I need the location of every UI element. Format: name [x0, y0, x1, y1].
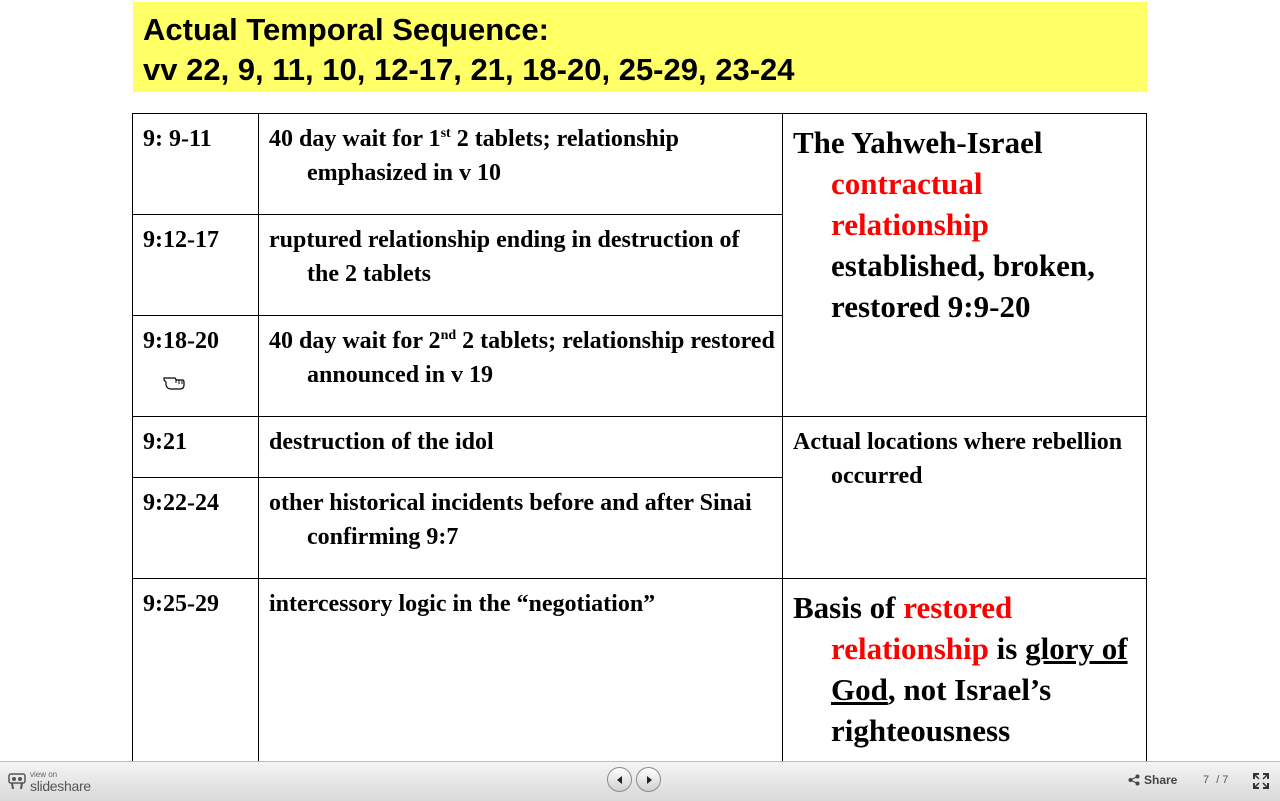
- verse-ref: 9:25-29: [133, 579, 259, 762]
- verse-desc: intercessory logic in the “negotiation”: [259, 579, 783, 762]
- verse-desc: 40 day wait for 1st 2 tablets; relationship emphasized in v 10: [259, 114, 783, 215]
- table-row: [133, 579, 1147, 762]
- verse-ref: 9:22-24: [133, 478, 259, 579]
- slide-title: [133, 2, 1147, 92]
- arrow-left-icon: [615, 775, 625, 785]
- verse-desc: destruction of the idol: [259, 417, 783, 478]
- slideshare-logo-icon: [8, 773, 26, 791]
- total-pages: / 7: [1216, 774, 1229, 786]
- table-row: [133, 417, 1147, 478]
- player-toolbar: [0, 761, 1280, 801]
- page-indicator: [1203, 774, 1228, 786]
- verse-desc: 40 day wait for 2nd 2 tablets; relationship restored announced in v 19: [259, 316, 783, 417]
- verse-ref: 9:21: [133, 417, 259, 478]
- verse-ref: 9:12-17: [133, 215, 259, 316]
- arrow-right-icon: [644, 775, 654, 785]
- title-line-1: Actual Temporal Sequence:: [143, 12, 549, 47]
- view-on-label: view on: [30, 770, 58, 779]
- share-button[interactable]: [1128, 773, 1177, 787]
- current-page: 7: [1203, 774, 1210, 786]
- summary-basis: Basis of restored relationship is glory of God, not Israel’s righteousness: [783, 579, 1147, 762]
- title-line-2: vv 22, 9, 11, 10, 12-17, 21, 18-20, 25-29, 23-24: [143, 52, 795, 87]
- summary-locations: Actual locations where rebellion occurred: [783, 417, 1147, 579]
- share-icon: [1128, 774, 1140, 786]
- previous-slide-button[interactable]: [607, 767, 632, 792]
- fullscreen-icon[interactable]: [1253, 773, 1269, 789]
- slideshare-link[interactable]: [8, 768, 91, 796]
- verse-ref: 9: 9-11: [133, 114, 259, 215]
- share-label: Share: [1144, 773, 1178, 787]
- next-slide-button[interactable]: [636, 767, 661, 792]
- table-row: [133, 114, 1147, 215]
- slideshare-wordmark: slideshare: [30, 778, 91, 794]
- summary-contractual: The Yahweh-Israel contractual relationship established, broken, restored 9:9-20: [783, 114, 1147, 417]
- sequence-table: [132, 113, 1147, 761]
- verse-desc: other historical incidents before and after Sinai confirming 9:7: [259, 478, 783, 579]
- hand-cursor-icon: [162, 369, 186, 391]
- verse-desc: ruptured relationship ending in destruction of the 2 tablets: [259, 215, 783, 316]
- verse-ref: 9:18-20: [133, 316, 259, 417]
